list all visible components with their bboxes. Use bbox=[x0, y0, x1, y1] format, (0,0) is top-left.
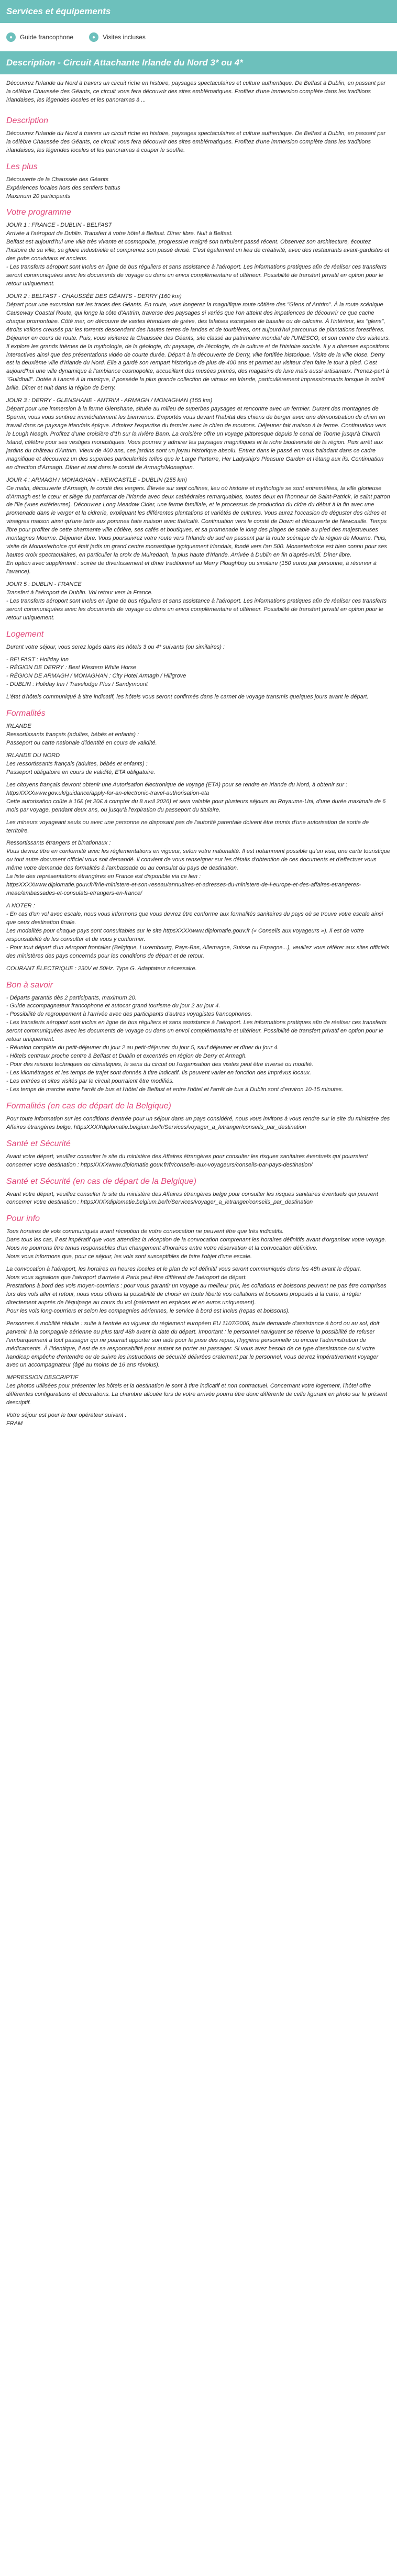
service-guide-label: Guide francophone bbox=[20, 34, 74, 41]
section-title: Santé et Sécurité bbox=[6, 1139, 71, 1148]
services-list bbox=[0, 23, 397, 51]
section-paragraph: - Départs garantis dès 2 participants, maximum 20. - Guide accompagnateur francophone et autocar grand tourisme du jour 2 au jour 4. - Possibilité de regroupement à l'arrivée avec des participants d'autres voyagistes francophones. - Les transferts aéroport sont inclus en ligne de bus réguliers et sans assistance à l'aéroport. Les informations pratiques afin de réaliser ces transferts seront communiquées avec les documents de voyage ou dans un envoi complémentaire et ultérieur. Possibilité de transfert privatif en option pour le retour uniquement. - Réunion complète du petit-déjeuner du jour 2 au petit-déjeuner du jour 5, sauf déjeuner et dîner du jour 4. - Hôtels centraux proche centre à Belfast et Dublin et excentrés en région de Derry et Armagh. - Pour des raisons techniques ou climatiques, le sens du circuit ou l'organisation des visites peut être inversé ou modifié. - Les kilométrages et les temps de trajet sont donnés à titre indicatif. Ils peuvent varier en fonction des imprévus locaux. - Les entrées et sites visités par le circuit pourraient être modifiés. - Les temps de marche entre l'arrêt de bus et l'hôtel de Belfast et entre l'hôtel et l'arrêt de bus à Dublin sont d'environ 10-15 minutes. bbox=[6, 994, 387, 1093]
section-paragraph: JOUR 3 : DERRY - GLENSHANE - ANTRIM - ARMAGH / MONAGHAN (155 km) Départ pour une immersion à la ferme Glenshane, située au milieu de superbes paysages et rencontre avec un fermier. Durant des montagnes de Sperrin, vous vous sentirez immédiatement les bienvenus. Emportés vous devant l'habitat des chiens de berger avec une démonstration de chien en travail dans ce paysage irlandais épique. Admirez l'expertise du fermier avec le chien de moutons. Déjeuner fait maison à la ferme. Continuation vers le Lough Neagh. Profitez d'une croisière d'1h sur la rivière Bann. La croisière offre un voyage pittoresque depuis le canal de Toome jusqu'à Church Island, célèbre pour ses vestiges monastiques. Vous pourrez y admirer les paysages magnifiques et la riche biodiversité de la région. Puis arrêt aux jardins du château d'Antrim. Vieux de 400 ans, ces jardins sont un joyau historique absolu. Entrez dans le passé en vous baladant dans ce cadre magnifique et découvrez un des superbes particularités telles que le Large Parterre, Her Ladyship's Pleasure Garden et l'étang aux ifs. Continuation en direction d'Armagh. Dîner et nuit dans le comté de Armagh/Monaghan. bbox=[6, 397, 387, 471]
guide-icon: ● bbox=[6, 32, 16, 42]
sections bbox=[6, 116, 391, 1428]
section-paragraph: Tous horaires de vols communiqués avant réception de votre convocation ne peuvent être que très indicatifs. Dans tous les cas, il est impératif que vous attendiez la réception de la convocation comprenant les horaires définitifs avant d'organiser votre voyage. Nous ne pourrons être tenus responsables d'un changement d'horaires entre votre réservation et la convocation définitive. Nous vous informons que, pour ce séjour, les vols sont susceptibles de faire l'objet d'une escale. bbox=[6, 1228, 387, 1260]
content bbox=[0, 80, 397, 1443]
section-paragraph: - BELFAST : Holiday Inn - RÉGION DE DERRY : Best Western White Horse - RÉGION DE ARMAGH / MONAGHAN : City Hotel Armagh / Hillgrove - DUBLIN : Holiday Inn / Travelodge Plus / Sandymount bbox=[6, 656, 186, 688]
section-paragraph: Les mineurs voyageant seuls ou avec une personne ne disposant pas de l'autorité parentale doivent être munis d'une autorisation de sortie de territoire. bbox=[6, 819, 369, 834]
section-paragraph: Ressortissants étrangers et binationaux : Vous devrez être en conformité avec les réglementations en vigueur, selon votre nationalité. Il est notamment possible qu'un visa, une carte touristique ou tout autre document officiel vous soit demandé. Il convient de vous renseigner sur les détails d'obtention de ces documents et d'effectuer vous même votre demande des formalités à l'ambassade ou au consulat du pays de destination. La liste des représentations étrangères en France est disponible via ce lien : httpsXXXXwww.diplomatie.gouv.fr/fr/le-ministere-et-son-reseau/annuaires-et-adresses-du-ministere-de-l-europe-et-des-affaires-etrangeres-meae/ambassades-et-consulats-etrangers-en-france/ bbox=[6, 840, 390, 897]
section-paragraph: Avant votre départ, veuillez consulter le site du ministère des Affaires étrangères pour consulter les risques sanitaires éventuels qui pourraient concerner votre destination : httpsXXXXwww.diplomatie.gouv.fr/fr/conseils-aux-voyageurs/conseils-par-pays-destination/ bbox=[6, 1153, 368, 1168]
section-paragraph: IRLANDE DU NORD Les ressortissants français (adultes, bébés et enfants) : Passeport obligatoire en cours de validité, ETA obligatoire. bbox=[6, 752, 156, 775]
section-title: Les plus bbox=[6, 162, 38, 171]
section-paragraph: COURANT ÉLECTRIQUE : 230V et 50Hz. Type G. Adaptateur nécessaire. bbox=[6, 965, 197, 972]
section-paragraph: Personnes à mobilité réduite : suite à l'entrée en vigueur du règlement européen EU 1107/2006, toute demande d'assistance à bord ou au sol, doit parvenir à la compagnie aérienne au plus tard 48h avant la date du départ. Important : le personnel naviguant se réserve la possibilité de refuser l'embarquement à tout passager qui ne pourrait apporter son aide pour la prise des repas, l'hygiène personnelle ou encore l'administration de médicaments. À l'identique, il est de sa responsabilité pour autant se porter au passager. Si vous avez besoin de ce type d'assistance ou si votre handicap empêche d'entendre ou de suivre les instructions de sécurité délivrées oralement par le personnel, vous devrez impérativement voyager avec un accompagnateur (âgé au moins de 16 ans révolus). bbox=[6, 1320, 380, 1369]
section-paragraph: A NOTER : - En cas d'un vol avec escale, nous vous informons que vous devrez être conforme aux formalités sanitaires du pays où se trouve votre escale ainsi que ceux destination finale. Les modalités pour chaque pays sont consultables sur le site httpsXXXXwww.diplomatie.gouv.fr (« Conseils aux voyageurs »). Il est de votre responsabilité de les consulter et de vous y conformer. - Pour tout départ d'un aéroport frontalier (Belgique, Luxembourg, Pays-Bas, Allemagne, Suisse ou Espagne...), veuillez vous référer aux sites officiels des ministères des pays concernés pour les conditions de départ et de retour. bbox=[6, 903, 390, 959]
service-visits-label: Visites incluses bbox=[103, 34, 146, 41]
section-paragraph: IMPRESSION DESCRIPTIF Les photos utilisées pour présenter les hôtels et la destination le sont à titre indicatif et non contractuel. Concernant votre logement, l'hôtel offre différentes configurations et décorations. La chambre allouée lors de votre arrivée pourra être donc différente de celle figurant en photo sur le présent descriptif. bbox=[6, 1374, 388, 1406]
section-title: Description bbox=[6, 116, 49, 125]
service-visits bbox=[89, 32, 146, 42]
section-title: Votre programme bbox=[6, 208, 71, 217]
section-title: Santé et Sécurité (en cas de départ de la Belgique) bbox=[6, 1176, 196, 1186]
description-header: Description - Circuit Attachante Irlande du Nord 3* ou 4* bbox=[0, 51, 397, 74]
section-paragraph: Les citoyens français devront obtenir une Autorisation électronique de voyage (ETA) pour se rendre en Irlande du Nord, à obtenir sur : httpsXXXXwww.gov.uk/guidance/apply-for-an-electronic-travel-authorisation-eta Cette autorisation coûte à 16£ (et 20£ à compter du 8 avril 2026) et sera valable pour plusieurs séjours au Royaume-Uni, d'une durée maximale de 6 mois par voyage, pendant deux ans, ou jusqu'à l'expiration du passeport du titulaire. bbox=[6, 781, 386, 813]
section-paragraph: Durant votre séjour, vous serez logés dans les hôtels 3 ou 4* suivants (ou similaires) : bbox=[6, 643, 225, 650]
section-title: Logement bbox=[6, 629, 44, 639]
section-title: Formalités bbox=[6, 709, 46, 718]
section-paragraph: La convocation à l'aéroport, les horaires en heures locales et le plan de vol définitif vous seront communiqués dans les 48h avant le départ. Nous vous signalons que l'aéroport d'arrivée à Paris peut être différent de l'aéroport de départ. Prestations à bord des vols moyen-courriers : pour vous garantir un voyage au meilleur prix, les collations et boissons peuvent ne pas être comprises lors des vols aller et retour, nous vous offrons la possibilité de choisir en toute liberté vos collations et boissons proposés à la carte, à régler directement auprès de l'équipage au cours du vol (paiement en espèces et en euros uniquement). Pour les vols long-courriers et selon les compagnies aériennes, le service à bord est inclus (repas et boissons). bbox=[6, 1266, 387, 1314]
section-paragraph: JOUR 1 : FRANCE - DUBLIN - BELFAST Arrivée à l'aéroport de Dublin. Transfert à votre hôtel à Belfast. Dîner libre. Nuit à Belfast. Belfast est aujourd'hui une ville très vivante et cosmopolite, progressive malgré son turbulent passé récent. Observez son architecture, écoutez l'histoire de sa ville, sa gloire industrielle et comprenez son passé divisé. C'est également un lieu de créativité, avec des restaurants avant-gardistes et des pubs conviviaux et anciens. - Les transferts aéroport sont inclus en ligne de bus réguliers et sans assistance à l'aéroport. Les informations pratiques afin de réaliser ces transferts seront communiquées avec les documents de voyage ou dans un envoi complémentaire et ultérieur. Possibilité de transfert privatif en option pour le retour uniquement. bbox=[6, 222, 390, 287]
section-paragraph: Découvrez l'Irlande du Nord à travers un circuit riche en histoire, paysages spectaculaires et culture authentique. De Belfast à Dublin, en passant par la célèbre Chaussée des Géants, ce circuit vous fera découvrir des sites emblématiques. Profitez d'une immersion complète dans les traditions irlandaises, les légendes locales et les panoramas à couper le souffle. bbox=[6, 130, 386, 153]
section-paragraph: JOUR 2 : BELFAST - CHAUSSÉE DES GÉANTS - DERRY (160 km) Départ pour une excursion sur les traces des Géants. En route, vous longerez la magnifique route côtière des "Glens of Antrim". À la route scénique Causeway Coastal Route, qui longe la côte d'Antrim, traverse des paysages si variés que l'on atteint des impatiences de découvrir ce que cache chaque promontoire. Côté mer, on découvre de vastes étendues de grève, des falaises escarpées de basalte ou de calcaire. À l'intérieur, les "glens", étroits vallons creusés par les torrents descendant des hautes terres de landes et de tourbières, ont aujourd'hui parcourus de plantations forestières. Déjeuner en cours de route. Puis, vous visiterez la Chaussée des Géants, site classé au patrimoine mondial de l'UNESCO, et son centre des visiteurs. Il explore les grands thèmes de la mythologie, de la géologie, du paysage, de l'écologie, de la culture et de l'histoire sociale. Il y a diverses expositions interactives ainsi que des présentations vidéo de courte durée. Départ à la découverte de Derry, ville fortifiée historique. Visite de la ville close. Derry est la deuxième ville d'Irlande du Nord. Elle a gardé son rempart historique de plus de 400 ans et permet au visiteur d'en faire le tour à pied. C'est aujourd'hui une ville dynamique à l'ambiance cosmopolite, accueillant des musées primés, des magasins de luxe mais aussi artisanaux. Prenez-part à "Guildhall". Dotée à l'ancré à la musique, il possède la plus grande collection de vitraux en Irlande, particulièrement impressionnants lorsque le soleil brille. Dîner et nuit dans la région de Derry. bbox=[6, 293, 390, 392]
section-paragraph: Pour toute information sur les conditions d'entrée pour un séjour dans un pays considéré, nous vous invitons à vous rendre sur le site du ministère des Affaires étrangères belge, httpsXXXXdiplomatie.belgium.be/fr/Services/voyager_a_letranger/conseils_par_destination bbox=[6, 1115, 390, 1130]
section-paragraph: JOUR 4 : ARMAGH / MONAGHAN - NEWCASTLE - DUBLIN (255 km) Ce matin, découverte d'Armagh, le comté des vergers. Élevée sur sept collines, lieu où histoire et mythologie se sont entremêlées, la ville glorieuse d'Armagh est le cœur et siège du patriarcat de l'Irlande avec deux cathédrales remarquables, toutes deux en l'honneur de Saint-Patrick, le saint patron de l'île (vues extérieures). Découvrez Long Meadow Cider, une ferme familiale, et le processus de production du cidre du début à la fin avec une promenade dans le verger et la cidrerie, expliquant les différentes plantations et variétés de cultures. Vous aurez l'occasion de déguster des cidres et vinaigres maison ainsi qu'une tarte aux pommes faite maison avec thé/café. Continuation vers le comté de Down et découverte de Newcastle. Temps libre pour profiter de cette charmante ville côtière, ses cafés et boutiques, et sa promenade le long des plages de sable au pied des majestueuses montagnes Mourne. Déjeuner libre. Vous poursuivrez votre route vers l'Irlande du sud en passant par la route scénique de la région de Mourne. Puis, visite de Monasterboice qui était jadis un grand centre monastique typiquement irlandais, fondé vers l'an 500. Monasterboice est bien connu pour ses hautes croix spectaculaires, en particulier la croix de Muiredach, la plus haute d'Irlande. Arrivée à Dublin en fin d'après-midi. Dîner libre. En option avec supplément : soirée de divertissement et dîner traditionnel au Merry Ploughboy ou similaire (150 euros par personne, à réserver à l'avance). bbox=[6, 476, 390, 575]
visit-icon: ● bbox=[89, 32, 98, 42]
section-paragraph: IRLANDE Ressortissants français (adultes, bébés et enfants) : Passeport ou carte nationale d'identité en cours de validité. bbox=[6, 723, 157, 747]
section-title: Formalités (en cas de départ de la Belgique) bbox=[6, 1101, 171, 1111]
section-paragraph: Avant votre départ, veuillez consulter le site du ministère des Affaires étrangères belge pour consulter les risques sanitaires éventuels qui peuvent concerner votre destination : httpsXXXXdiplomatie.belgium.be/fr/Services/voyager_a_letranger/conseils_par_destination bbox=[6, 1191, 378, 1206]
intro-text: Découvrez l'Irlande du Nord à travers un circuit riche en histoire, paysages spectaculaires et culture authentique. De Belfast à Dublin, en passant par la célèbre Chaussée des Géants, ce circuit vous fera découvrir des sites emblématiques. Profitez d'une immersion complète dans les traditions irlandaises, les légendes locales et les panoramas à ... bbox=[6, 80, 386, 103]
section-paragraph: L'état d'hôtels communiqué à titre indicatif, les hôtels vous seront confirmés dans le carnet de voyage transmis quelques jours avant le départ. bbox=[6, 694, 369, 701]
section-paragraph: JOUR 5 : DUBLIN - FRANCE Transfert à l'aéroport de Dublin. Vol retour vers la France. - Les transferts aéroport sont inclus en ligne de bus réguliers et sans assistance à l'aéroport. Les informations pratiques afin de réaliser ces transferts seront communiquées avec les documents de voyage ou dans un envoi complémentaire et ultérieur. Possibilité de transfert privatif en option pour le retour uniquement. bbox=[6, 581, 387, 621]
section-paragraph: Découverte de la Chaussée des Géants Expériences locales hors des sentiers battus Maximum 20 participants bbox=[6, 176, 120, 199]
section-title: Pour info bbox=[6, 1214, 40, 1224]
section-paragraph: Votre séjour est pour le tour opérateur suivant : FRAM bbox=[6, 1412, 127, 1427]
services-header: Services et équipements bbox=[0, 0, 397, 23]
section-title: Bon à savoir bbox=[6, 980, 53, 990]
service-guide bbox=[6, 32, 73, 42]
